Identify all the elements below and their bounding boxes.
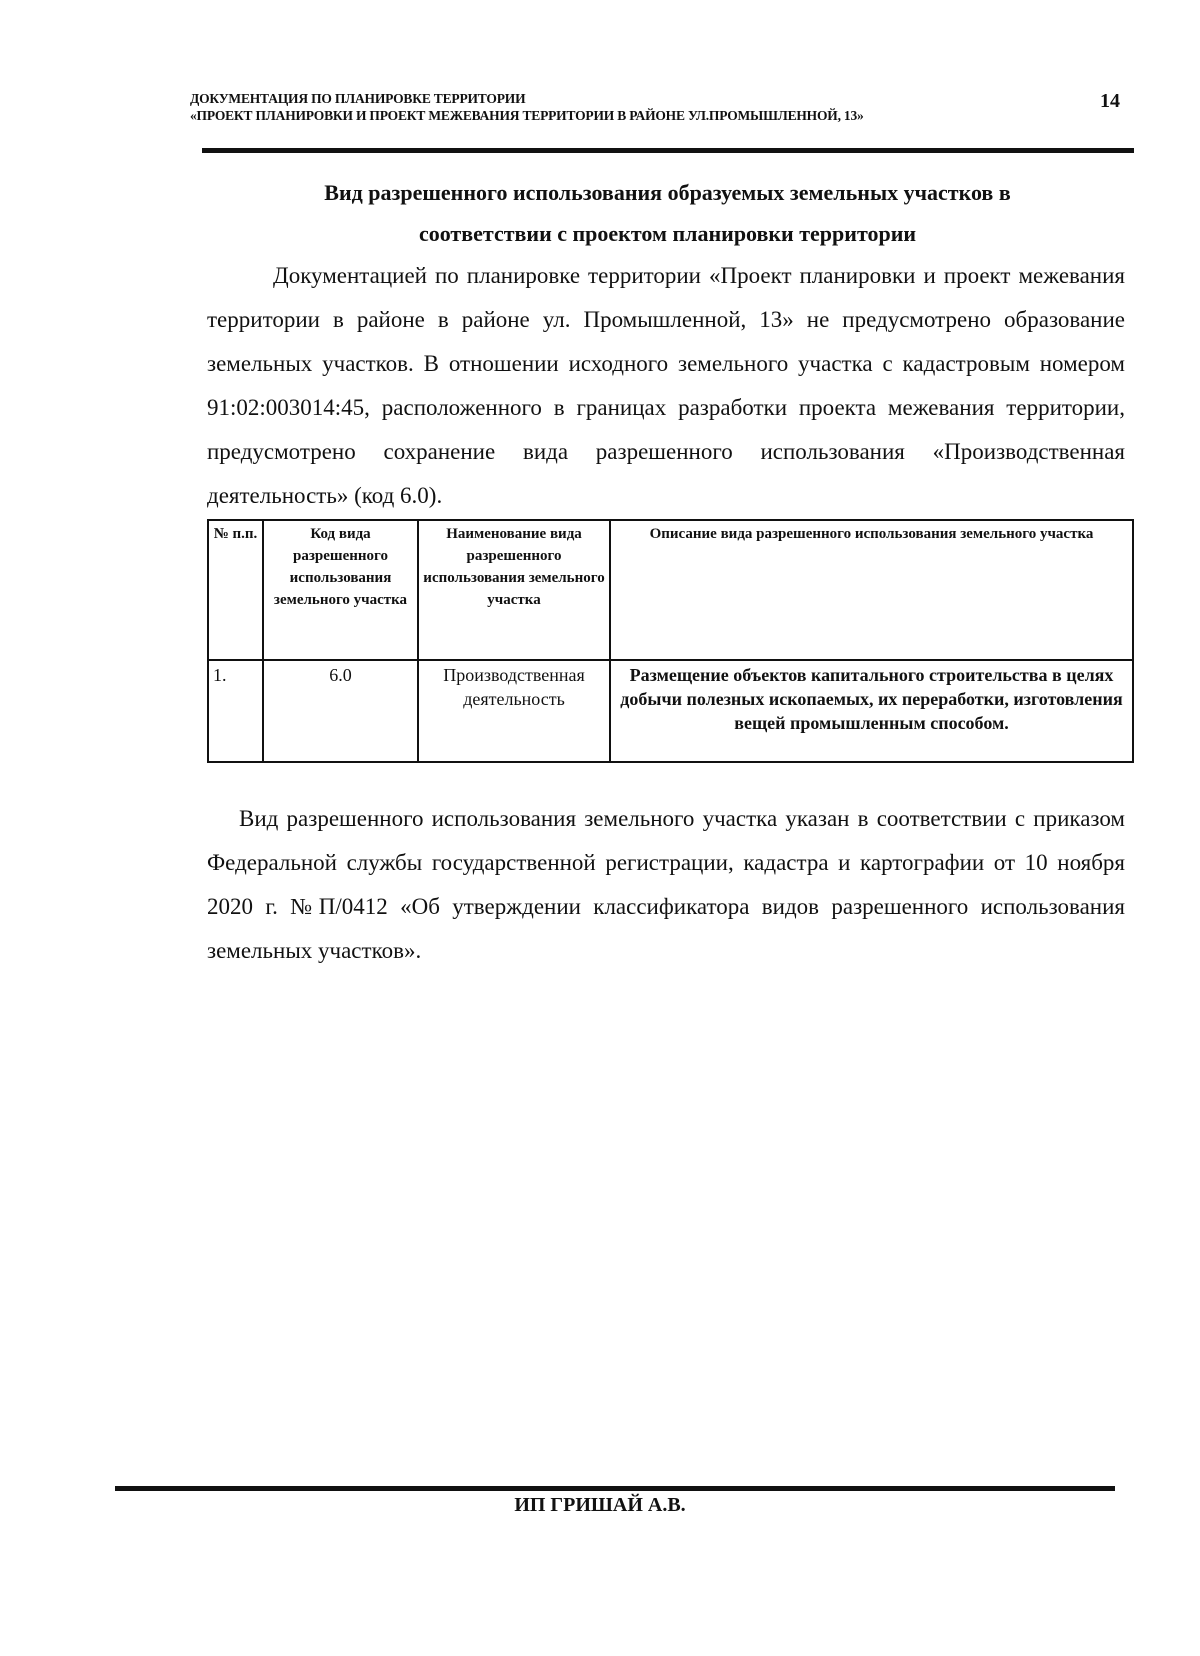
table-row [208,660,1133,762]
footer-company: ИП ГРИШАЙ А.В. [514,1494,686,1516]
cell-code: 6.0 [263,660,418,762]
section-title [200,172,1135,254]
header-divider [202,148,1134,153]
table-header-row [208,520,1133,660]
reference-paragraph: Вид разрешенного использования земельного участка указан в соответствии с приказом Федеральной службы государственной регистрации, кадастра и картографии от 10 ноября 2020 г. №П/0412 «Об утверждении классификатора видов разрешенного использования земельных участков». [207,806,1125,963]
header-cell-name: Наименование вида разрешенного использования земельного участка [418,520,610,660]
header-cell-description: Описание вида разрешенного использования земельного участка [610,520,1133,660]
section-title-line-1: Вид разрешенного использования образуемых земельных участков в [324,180,1011,205]
header-line-2: «ПРОЕКТ ПЛАНИРОВКИ И ПРОЕКТ МЕЖЕВАНИЯ ТЕРРИТОРИИ В РАЙОНЕ УЛ.ПРОМЫШЛЕННОЙ, 13» [190,108,864,123]
page-number: 14 [1100,90,1120,112]
cell-number: 1. [208,660,263,762]
cell-name: Производственная деятельность [418,660,610,762]
header-cell-number: № п.п. [208,520,263,660]
section-title-line-2: соответствии с проектом планировки территории [418,221,917,246]
document-header [190,90,1050,124]
intro-paragraph: Документацией по планировке территории «Проект планировки и проект межевания территории в районе в районе ул. Промышленной, 13» не предусмотрено образование земельных участков. В отношении исходного земельного участка с кадастровым номером 91:02:003014:45, расположенного в границах разработки проекта межевания территории, предусмотрено сохранение вида разрешенного использования «Производственная деятельность» (код 6.0). [207,263,1125,508]
header-line-1: ДОКУМЕНТАЦИЯ ПО ПЛАНИРОВКЕ ТЕРРИТОРИИ [190,91,526,106]
cell-description: Размещение объектов капитального строительства в целях добычи полезных ископаемых, их переработки, изготовления вещей промышленным способом. [610,660,1133,762]
footer-divider [115,1486,1115,1491]
header-cell-code: Код вида разрешенного использования земельного участка [263,520,418,660]
land-use-table [207,519,1134,763]
